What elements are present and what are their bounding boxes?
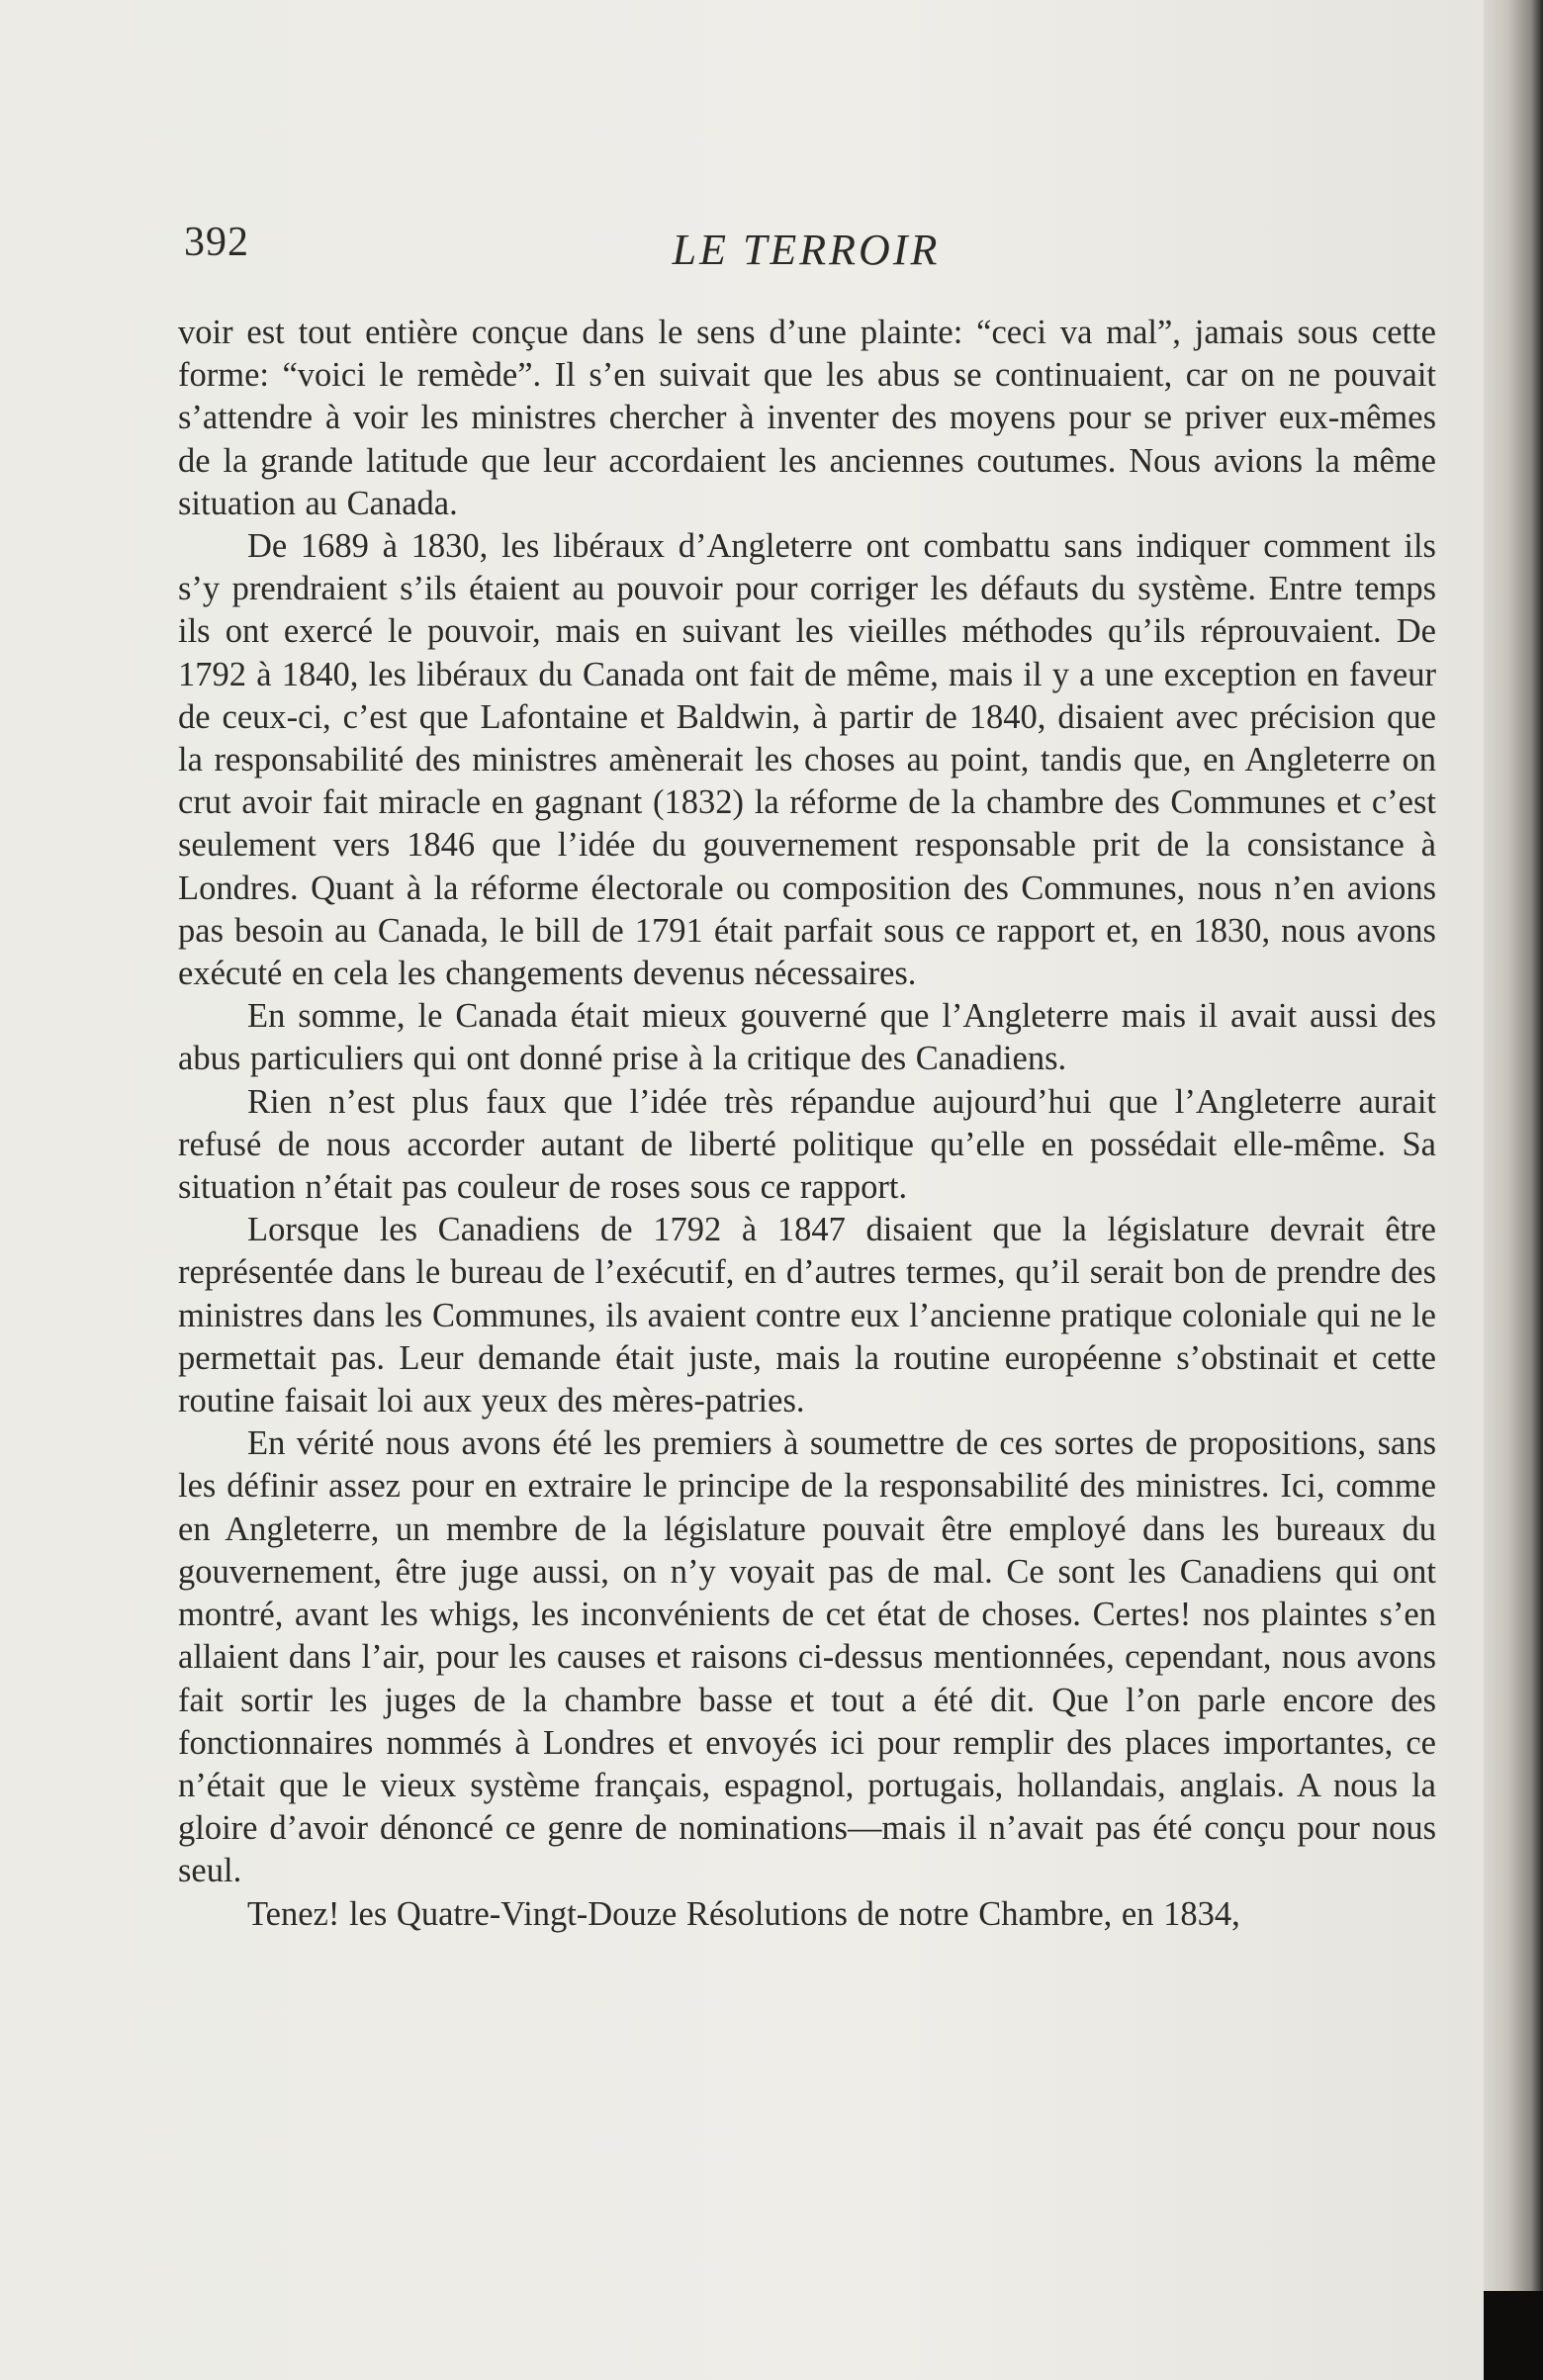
- running-title: LE TERROIR: [672, 226, 941, 274]
- paragraph: Rien n’est plus faux que l’idée très répandue aujourd’hui que l’Angleterre aurait refusé de nous accorder autant de liberté politique qu’elle en possédait elle-même. Sa situation n’était pas couleur de roses sous ce rapport.: [178, 1082, 1436, 1207]
- body-text: [178, 312, 1436, 1936]
- paragraph: En vérité nous avons été les premiers à soumettre de ces sortes de propositions, sans les définir assez pour en extraire le principe de la responsabilité des ministres. Ici, comme en Angleterre, un membre de la législature pouvait être employé dans les bureaux du gouvernement, être juge aussi, on n’y voyait pas de mal. Ce sont les Canadiens qui ont montré, avant les whigs, les inconvénients de cet état de choses. Certes! nos plaintes s’en allaient dans l’air, pour les causes et raisons ci-dessus mentionnées, cependant, nous avons fait sortir les juges de la chambre basse et tout a été dit. Que l’on parle encore des fonctionnaires nommés à Londres et envoyés ici pour remplir des places importantes, ce n’était que le vieux système français, espagnol, portugais, hollandais, anglais. A nous la gloire d’avoir dénoncé ce genre de nominations—mais il n’avait pas été conçu pour nous seul.: [178, 1424, 1436, 1890]
- paragraph: Lorsque les Canadiens de 1792 à 1847 disaient que la législature devrait être représentée dans le bureau de l’exécutif, en d’autres termes, qu’il serait bon de prendre des ministres dans les Communes, ils avaient contre eux l’ancienne pratique coloniale qui ne le permettait pas. Leur demande était juste, mais la routine européenne s’obstinait et cette routine faisait loi aux yeux des mères-patries.: [178, 1211, 1436, 1420]
- page-number: 392: [184, 220, 249, 265]
- paragraph: Tenez! les Quatre-Vingt-Douze Résolutions de notre Chambre, en 1834,: [247, 1894, 1240, 1933]
- paragraph: En somme, le Canada était mieux gouverné que l’Angleterre mais il avait aussi des abus particuliers qui ont donné prise à la critique des Canadiens.: [178, 997, 1436, 1078]
- page-header: [178, 213, 1434, 282]
- binding-corner-shadow: [1484, 2291, 1543, 2380]
- book-binding-edge: [1484, 0, 1543, 2380]
- paragraph: De 1689 à 1830, les libéraux d’Angleterre ont combattu sans indiquer comment ils s’y prendraient s’ils étaient au pouvoir pour corriger les défauts du système. Entre temps ils ont exercé le pouvoir, mais en suivant les vieilles méthodes qu’ils réprouvaient. De 1792 à 1840, les libéraux du Canada ont fait de même, mais il y a une exception en faveur de ceux-ci, c’est que Lafontaine et Baldwin, à partir de 1840, disaient avec précision que la responsabilité des ministres amènerait les choses au point, tandis que, en Angleterre on crut avoir fait miracle en gagnant (1832) la réforme de la chambre des Communes et c’est seulement vers 1846 que l’idée du gouvernement responsable prit de la consistance à Londres. Quant à la réforme électorale ou composition des Communes, nous n’en avions pas besoin au Canada, le bill de 1791 était parfait sous ce rapport et, en 1830, nous avons exécuté en cela les changements devenus nécessaires.: [178, 527, 1436, 993]
- paragraph: voir est tout entière conçue dans le sens d’une plainte: “ceci va mal”, jamais sous cette forme: “voici le remède”. Il s’en suivait que les abus se continuaient, car on ne pouvait s’attendre à voir les ministres chercher à inventer des moyens pour se priver eux-mêmes de la grande latitude que leur accordaient les anciennes coutumes. Nous avions la même situation au Canada.: [178, 314, 1436, 522]
